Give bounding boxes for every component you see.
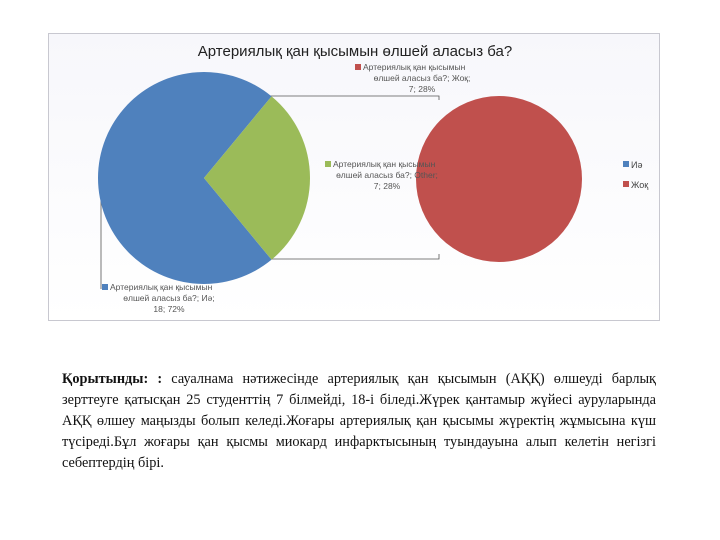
data-label-no bbox=[355, 62, 470, 94]
data-label-no-line3: 7; 28% bbox=[408, 84, 436, 94]
data-label-other-line3: 7; 28% bbox=[373, 181, 401, 191]
legend-label-no: Жоқ bbox=[631, 180, 649, 190]
legend-label-yes: Иә bbox=[631, 160, 643, 170]
data-label-yes-line3: 18; 72% bbox=[153, 304, 185, 314]
pie-slice-no bbox=[416, 96, 582, 262]
legend bbox=[623, 160, 648, 190]
chart-title: Артериялық қан қысымын өлшей аласыз ба? bbox=[197, 43, 513, 60]
data-label-yes bbox=[102, 282, 215, 314]
data-label-yes-line1: Артериялық қан қысымын bbox=[110, 282, 213, 292]
data-label-yes-swatch bbox=[102, 284, 108, 290]
data-label-no-line2: өлшей аласыз ба?; Жоқ; bbox=[373, 73, 471, 83]
data-label-no-line1: Артериялық қан қысымын bbox=[363, 62, 466, 72]
data-label-other-line1: Артериялық қан қысымын bbox=[333, 159, 436, 169]
legend-swatch-yes bbox=[623, 161, 629, 167]
conclusion-lead: Қорытынды: : bbox=[62, 371, 163, 387]
data-label-other-line2: өлшей аласыз ба?; Other; bbox=[336, 170, 438, 180]
conclusion-body: сауалнама нәтижесінде артериялық қан қысымын (АҚҚ) өлшеуді барлық зерттеуге қатысқан 25 студенттің 7 білмейді, 18-і біледі.Жүрек қантамыр жүйесі ауруларында АҚҚ өлшеу маңызды болып келеді.Жоғары артериялық қан қысымы жүректің жұмысына күш түсіреді.Бұл жоғары қан қысмы миокард инфарктысының туындауына алып келетін негізгі себептердің бірі. bbox=[62, 371, 656, 471]
data-label-other-swatch bbox=[325, 161, 331, 167]
chart-panel bbox=[48, 33, 660, 321]
data-label-no-swatch bbox=[355, 64, 361, 70]
conclusion-paragraph bbox=[62, 369, 656, 474]
leader-line-other bbox=[270, 254, 439, 259]
legend-swatch-no bbox=[623, 181, 629, 187]
leader-line-no bbox=[270, 96, 439, 100]
data-label-yes-line2: өлшей аласыз ба?; Иә; bbox=[123, 293, 215, 303]
pie-chart bbox=[49, 34, 661, 322]
